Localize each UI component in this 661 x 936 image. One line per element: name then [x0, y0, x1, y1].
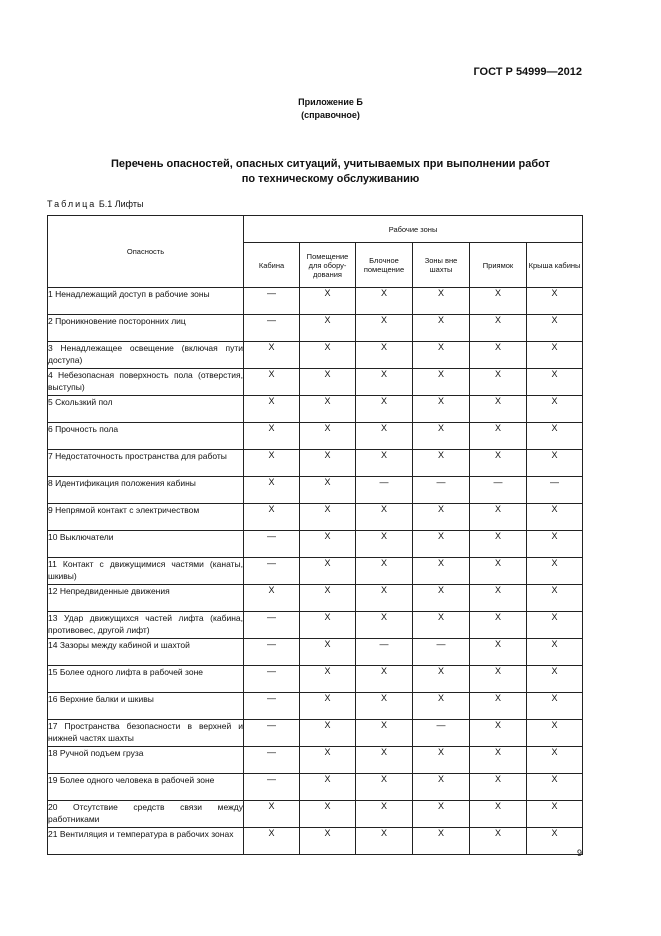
- table-body: [48, 288, 583, 855]
- zone-mark: X: [413, 828, 470, 855]
- zone-mark: X: [244, 477, 300, 504]
- zone-header: Крыша кабины: [527, 243, 583, 288]
- zone-mark: —: [244, 288, 300, 315]
- hazard-name: 21 Вентиляция и температура в рабочих зонах: [48, 828, 244, 855]
- zone-mark: X: [244, 369, 300, 396]
- zone-mark: X: [470, 828, 527, 855]
- zone-mark: —: [356, 477, 413, 504]
- zone-mark: X: [470, 720, 527, 747]
- table-row: [48, 369, 583, 396]
- zone-mark: X: [300, 774, 356, 801]
- zone-mark: X: [527, 585, 583, 612]
- hazard-name: 11 Контакт с движущимися частями (канаты, шкивы): [48, 558, 244, 585]
- zone-mark: X: [356, 423, 413, 450]
- zone-mark: X: [470, 450, 527, 477]
- hazard-name: 18 Ручной подъем груза: [48, 747, 244, 774]
- zone-mark: X: [356, 450, 413, 477]
- table-row: [48, 828, 583, 855]
- zone-mark: X: [244, 342, 300, 369]
- zone-mark: X: [356, 558, 413, 585]
- zone-mark: —: [527, 477, 583, 504]
- hazard-name: 14 Зазоры между кабиной и шахтой: [48, 639, 244, 666]
- hazard-name: 6 Прочность пола: [48, 423, 244, 450]
- zone-header: Кабина: [244, 243, 300, 288]
- zone-mark: X: [244, 450, 300, 477]
- zone-mark: X: [356, 693, 413, 720]
- zone-mark: X: [244, 396, 300, 423]
- table-row: [48, 585, 583, 612]
- zone-mark: X: [527, 423, 583, 450]
- zone-mark: X: [300, 828, 356, 855]
- zone-mark: X: [356, 774, 413, 801]
- hazard-name: 2 Проникновение посторонних лиц: [48, 315, 244, 342]
- zone-mark: X: [300, 315, 356, 342]
- hazard-name: 8 Идентификация положения кабины: [48, 477, 244, 504]
- zone-mark: X: [527, 288, 583, 315]
- zone-mark: X: [413, 693, 470, 720]
- zone-mark: X: [413, 801, 470, 828]
- hazard-name: 16 Верхние балки и шкивы: [48, 693, 244, 720]
- zone-mark: X: [413, 396, 470, 423]
- zone-mark: X: [413, 342, 470, 369]
- zone-mark: X: [300, 801, 356, 828]
- zone-mark: X: [470, 315, 527, 342]
- zone-mark: X: [300, 720, 356, 747]
- zone-mark: X: [300, 396, 356, 423]
- table-row: [48, 774, 583, 801]
- table-row: [48, 693, 583, 720]
- zone-mark: X: [356, 720, 413, 747]
- hazard-name: 20 Отсутствие средств связи между работниками: [48, 801, 244, 828]
- zone-header: Блочное помещение: [356, 243, 413, 288]
- zone-mark: —: [244, 315, 300, 342]
- zone-mark: X: [244, 423, 300, 450]
- zone-mark: X: [470, 531, 527, 558]
- zone-mark: X: [527, 639, 583, 666]
- zone-mark: —: [356, 639, 413, 666]
- zone-mark: X: [527, 774, 583, 801]
- zone-mark: —: [244, 531, 300, 558]
- zone-mark: X: [413, 531, 470, 558]
- hazard-name: 7 Недостаточность пространства для работы: [48, 450, 244, 477]
- zone-mark: X: [300, 585, 356, 612]
- table-row: [48, 342, 583, 369]
- zone-header: Приямок: [470, 243, 527, 288]
- table-row: [48, 477, 583, 504]
- zone-mark: X: [527, 612, 583, 639]
- zone-mark: —: [244, 612, 300, 639]
- document-heading: [0, 157, 661, 187]
- zone-mark: X: [356, 585, 413, 612]
- zone-mark: X: [356, 531, 413, 558]
- zone-mark: X: [413, 585, 470, 612]
- zone-mark: —: [413, 639, 470, 666]
- zone-mark: X: [527, 558, 583, 585]
- hazard-name: 5 Скользкий пол: [48, 396, 244, 423]
- zone-mark: X: [470, 342, 527, 369]
- zone-mark: X: [527, 666, 583, 693]
- zone-mark: X: [470, 558, 527, 585]
- zone-mark: —: [244, 666, 300, 693]
- zone-mark: —: [413, 477, 470, 504]
- zone-mark: X: [470, 423, 527, 450]
- table-row: [48, 315, 583, 342]
- table-row: [48, 666, 583, 693]
- hazard-column-header: Опасность: [48, 216, 244, 288]
- zone-mark: X: [413, 558, 470, 585]
- zone-mark: —: [244, 639, 300, 666]
- hazard-name: 1 Ненадлежащий доступ в рабочие зоны: [48, 288, 244, 315]
- zone-mark: X: [413, 288, 470, 315]
- zone-mark: X: [300, 450, 356, 477]
- table-row: [48, 450, 583, 477]
- zone-mark: X: [527, 801, 583, 828]
- hazard-name: 4 Небезопасная поверхность пола (отверстия, выступы): [48, 369, 244, 396]
- zone-mark: —: [244, 774, 300, 801]
- hazard-name: 17 Пространства безопасности в верхней и нижней частях шахты: [48, 720, 244, 747]
- zone-header: Зоны вне шахты: [413, 243, 470, 288]
- zone-header: Помещение для обору-дования: [300, 243, 356, 288]
- zone-mark: X: [356, 666, 413, 693]
- zone-mark: X: [356, 747, 413, 774]
- table-header-row: [48, 216, 583, 243]
- zone-mark: X: [470, 288, 527, 315]
- hazard-name: 3 Ненадлежащее освещение (включая пути доступа): [48, 342, 244, 369]
- table-row: [48, 747, 583, 774]
- zone-mark: X: [527, 450, 583, 477]
- zones-group-header: Рабочие зоны: [244, 216, 583, 243]
- hazard-name: 9 Непрямой контакт с электричеством: [48, 504, 244, 531]
- table-row: [48, 396, 583, 423]
- annex-block: [0, 96, 661, 122]
- zone-mark: X: [244, 585, 300, 612]
- zone-mark: X: [300, 423, 356, 450]
- zone-mark: X: [413, 504, 470, 531]
- table-caption: [47, 199, 143, 209]
- zone-mark: X: [470, 666, 527, 693]
- zone-mark: X: [527, 693, 583, 720]
- table-row: [48, 720, 583, 747]
- annex-title: Приложение Б: [298, 97, 363, 107]
- zone-mark: X: [356, 612, 413, 639]
- zone-mark: X: [244, 504, 300, 531]
- zone-mark: X: [300, 639, 356, 666]
- zone-mark: X: [244, 828, 300, 855]
- zone-mark: X: [356, 315, 413, 342]
- zone-mark: X: [413, 666, 470, 693]
- zone-mark: X: [356, 396, 413, 423]
- zone-mark: X: [413, 747, 470, 774]
- zone-mark: —: [244, 720, 300, 747]
- hazard-name: 15 Более одного лифта в рабочей зоне: [48, 666, 244, 693]
- zone-mark: X: [527, 828, 583, 855]
- zone-mark: X: [356, 504, 413, 531]
- zone-mark: X: [470, 396, 527, 423]
- zone-mark: X: [527, 531, 583, 558]
- zone-mark: X: [300, 477, 356, 504]
- hazard-name: 19 Более одного человека в рабочей зоне: [48, 774, 244, 801]
- table-row: [48, 612, 583, 639]
- zone-mark: X: [527, 342, 583, 369]
- zone-mark: X: [413, 774, 470, 801]
- table-row: [48, 504, 583, 531]
- zone-mark: X: [413, 423, 470, 450]
- zone-mark: X: [300, 558, 356, 585]
- zone-mark: X: [527, 504, 583, 531]
- zone-mark: X: [470, 801, 527, 828]
- zone-mark: X: [300, 747, 356, 774]
- table-row: [48, 558, 583, 585]
- zone-mark: X: [527, 369, 583, 396]
- zone-mark: X: [413, 315, 470, 342]
- table-row: [48, 423, 583, 450]
- zone-mark: X: [244, 801, 300, 828]
- zone-mark: X: [413, 369, 470, 396]
- zone-mark: —: [244, 558, 300, 585]
- zone-mark: X: [356, 828, 413, 855]
- zone-mark: X: [470, 612, 527, 639]
- zone-mark: X: [470, 585, 527, 612]
- zone-mark: X: [300, 504, 356, 531]
- zone-mark: X: [527, 747, 583, 774]
- zone-mark: X: [300, 531, 356, 558]
- table-row: [48, 531, 583, 558]
- zone-mark: —: [470, 477, 527, 504]
- zone-mark: X: [356, 369, 413, 396]
- zone-mark: X: [300, 612, 356, 639]
- table-row: [48, 801, 583, 828]
- zone-mark: X: [527, 315, 583, 342]
- table-row: [48, 288, 583, 315]
- zone-mark: X: [470, 369, 527, 396]
- zone-mark: X: [300, 369, 356, 396]
- zone-mark: X: [470, 747, 527, 774]
- zone-mark: X: [413, 612, 470, 639]
- standard-number: ГОСТ Р 54999—2012: [473, 66, 582, 78]
- hazards-table: [47, 215, 583, 855]
- zone-mark: X: [356, 288, 413, 315]
- annex-note: (справочное): [301, 110, 360, 120]
- zone-mark: —: [244, 747, 300, 774]
- heading-line-2: по техническому обслуживанию: [241, 173, 420, 185]
- heading-line-1: Перечень опасностей, опасных ситуаций, учитываемых при выполнении работ: [110, 158, 551, 170]
- zone-mark: X: [413, 450, 470, 477]
- table-row: [48, 639, 583, 666]
- zone-mark: X: [356, 342, 413, 369]
- zone-mark: X: [527, 720, 583, 747]
- zone-mark: X: [300, 288, 356, 315]
- zone-mark: X: [356, 801, 413, 828]
- hazard-name: 13 Удар движущихся частей лифта (кабина, противовес, другой лифт): [48, 612, 244, 639]
- zone-mark: X: [470, 774, 527, 801]
- zone-mark: X: [470, 639, 527, 666]
- table-caption-label: Таблица: [47, 199, 97, 209]
- zone-mark: X: [300, 342, 356, 369]
- page-number: 9: [576, 848, 582, 858]
- zone-mark: X: [470, 504, 527, 531]
- hazard-name: 10 Выключатели: [48, 531, 244, 558]
- table-caption-text: Б.1 Лифты: [98, 199, 144, 209]
- zone-mark: X: [527, 396, 583, 423]
- zone-mark: —: [244, 693, 300, 720]
- hazard-name: 12 Непредвиденные движения: [48, 585, 244, 612]
- zone-mark: —: [413, 720, 470, 747]
- zone-mark: X: [470, 693, 527, 720]
- zone-mark: X: [300, 693, 356, 720]
- zone-mark: X: [300, 666, 356, 693]
